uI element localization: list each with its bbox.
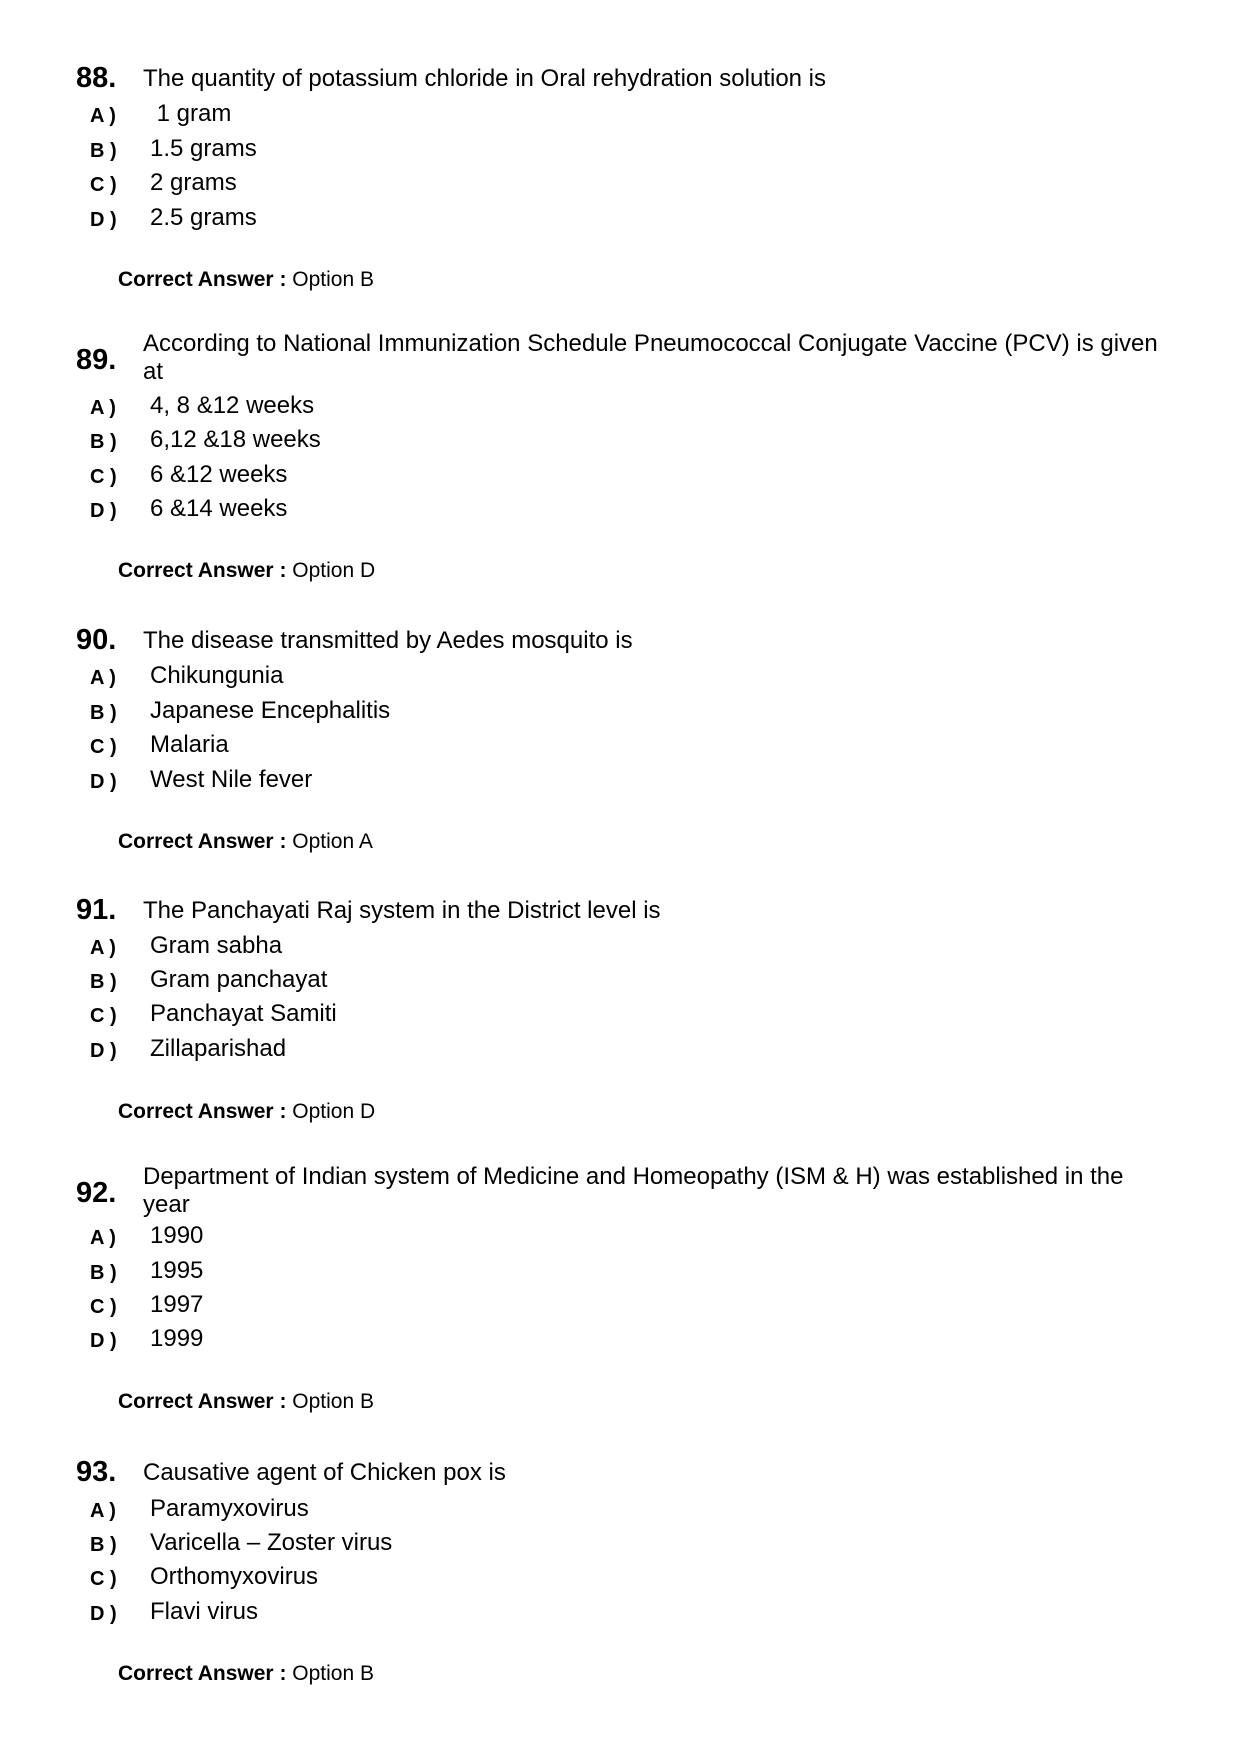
correct-answer-label: Correct Answer : bbox=[118, 1662, 287, 1685]
option-label: D ) bbox=[90, 500, 117, 522]
option-text: Paramyxovirus bbox=[150, 1495, 309, 1522]
option-label: C ) bbox=[90, 174, 117, 196]
option-text: 1.5 grams bbox=[150, 135, 257, 162]
option-text: 1 gram bbox=[150, 100, 232, 127]
option-text: 4, 8 &12 weeks bbox=[150, 392, 315, 419]
option-text: Orthomyxovirus bbox=[150, 1563, 319, 1590]
option-text: Chikungunia bbox=[150, 662, 284, 689]
option-text: Panchayat Samiti bbox=[150, 1000, 337, 1027]
correct-answer bbox=[118, 829, 373, 855]
option-text: Flavi virus bbox=[150, 1598, 259, 1625]
option-label: B ) bbox=[90, 971, 117, 993]
option-label: C ) bbox=[90, 466, 117, 488]
question-text: Department of Indian system of Medicine and Homeopathy (ISM & H) was established in the year bbox=[143, 1163, 1124, 1218]
option-text: Zillaparishad bbox=[150, 1035, 287, 1062]
question-number: 92. bbox=[76, 1177, 117, 1209]
correct-answer-value: Option B bbox=[292, 1662, 374, 1685]
option-label: D ) bbox=[90, 771, 117, 793]
option-text: 2 grams bbox=[150, 169, 237, 196]
option-a bbox=[0, 932, 800, 962]
option-d bbox=[0, 204, 800, 234]
correct-answer-label: Correct Answer : bbox=[118, 1100, 287, 1123]
option-label: D ) bbox=[90, 1040, 117, 1062]
option-label: A ) bbox=[90, 1227, 116, 1249]
option-text: 1995 bbox=[150, 1257, 204, 1284]
option-text: 1990 bbox=[150, 1222, 204, 1249]
option-d bbox=[0, 1325, 800, 1355]
option-c bbox=[0, 169, 800, 199]
option-d bbox=[0, 1598, 800, 1628]
correct-answer-value: Option A bbox=[292, 830, 373, 853]
option-label: B ) bbox=[90, 1534, 117, 1556]
question-number: 89. bbox=[76, 344, 117, 376]
option-c bbox=[0, 1291, 800, 1321]
option-label: C ) bbox=[90, 1296, 117, 1318]
option-label: C ) bbox=[90, 1568, 117, 1590]
option-text: Gram sabha bbox=[150, 932, 283, 959]
option-label: C ) bbox=[90, 736, 117, 758]
option-d bbox=[0, 495, 800, 525]
option-label: A ) bbox=[90, 105, 116, 127]
option-label: A ) bbox=[90, 1500, 116, 1522]
correct-answer bbox=[118, 1099, 375, 1125]
option-a bbox=[0, 100, 800, 130]
option-b bbox=[0, 426, 800, 456]
option-label: B ) bbox=[90, 431, 117, 453]
option-a bbox=[0, 1495, 800, 1525]
option-c bbox=[0, 1563, 800, 1593]
option-label: B ) bbox=[90, 1262, 117, 1284]
correct-answer-label: Correct Answer : bbox=[118, 1390, 287, 1413]
question-text: The Panchayati Raj system in the District level is bbox=[143, 897, 661, 924]
question-text: The disease transmitted by Aedes mosquito is bbox=[143, 627, 633, 654]
question-number: 91. bbox=[76, 894, 117, 926]
option-label: A ) bbox=[90, 667, 116, 689]
option-c bbox=[0, 461, 800, 491]
option-text: Varicella – Zoster virus bbox=[150, 1529, 393, 1556]
option-label: C ) bbox=[90, 1005, 117, 1027]
correct-answer-label: Correct Answer : bbox=[118, 830, 287, 853]
option-text: 6,12 &18 weeks bbox=[150, 426, 321, 453]
question-number: 90. bbox=[76, 624, 117, 656]
question-text: The quantity of potassium chloride in Oral rehydration solution is bbox=[143, 65, 827, 92]
option-text: Malaria bbox=[150, 731, 229, 758]
question-text: Causative agent of Chicken pox is bbox=[143, 1459, 506, 1486]
option-text: West Nile fever bbox=[150, 766, 313, 793]
option-label: D ) bbox=[90, 1330, 117, 1352]
question-number: 93. bbox=[76, 1456, 117, 1488]
option-b bbox=[0, 1529, 800, 1559]
correct-answer bbox=[118, 267, 374, 293]
option-label: A ) bbox=[90, 937, 116, 959]
correct-answer bbox=[118, 558, 375, 584]
question-number: 88. bbox=[76, 62, 117, 94]
correct-answer-value: Option B bbox=[292, 268, 374, 291]
correct-answer-value: Option B bbox=[292, 1390, 374, 1413]
correct-answer bbox=[118, 1389, 374, 1415]
option-text: 2.5 grams bbox=[150, 204, 257, 231]
option-text: 6 &14 weeks bbox=[150, 495, 288, 522]
correct-answer-label: Correct Answer : bbox=[118, 559, 287, 582]
option-text: 1997 bbox=[150, 1291, 204, 1318]
option-d bbox=[0, 766, 800, 796]
option-a bbox=[0, 1222, 800, 1252]
option-label: D ) bbox=[90, 1603, 117, 1625]
option-label: D ) bbox=[90, 209, 117, 231]
option-a bbox=[0, 392, 800, 422]
correct-answer bbox=[118, 1661, 374, 1687]
option-label: B ) bbox=[90, 140, 117, 162]
option-a bbox=[0, 662, 800, 692]
option-b bbox=[0, 966, 800, 996]
option-text: Gram panchayat bbox=[150, 966, 328, 993]
option-text: Japanese Encephalitis bbox=[150, 697, 391, 724]
option-label: B ) bbox=[90, 702, 117, 724]
correct-answer-value: Option D bbox=[292, 1100, 376, 1123]
option-b bbox=[0, 135, 800, 165]
option-d bbox=[0, 1035, 800, 1065]
option-text: 1999 bbox=[150, 1325, 204, 1352]
option-label: A ) bbox=[90, 397, 116, 419]
option-c bbox=[0, 1000, 800, 1030]
option-c bbox=[0, 731, 800, 761]
correct-answer-value: Option D bbox=[292, 559, 376, 582]
option-b bbox=[0, 1257, 800, 1287]
correct-answer-label: Correct Answer : bbox=[118, 268, 287, 291]
option-text: 6 &12 weeks bbox=[150, 461, 288, 488]
option-b bbox=[0, 697, 800, 727]
question-text: According to National Immunization Schedule Pneumococcal Conjugate Vaccine (PCV) is given at bbox=[143, 330, 1158, 385]
